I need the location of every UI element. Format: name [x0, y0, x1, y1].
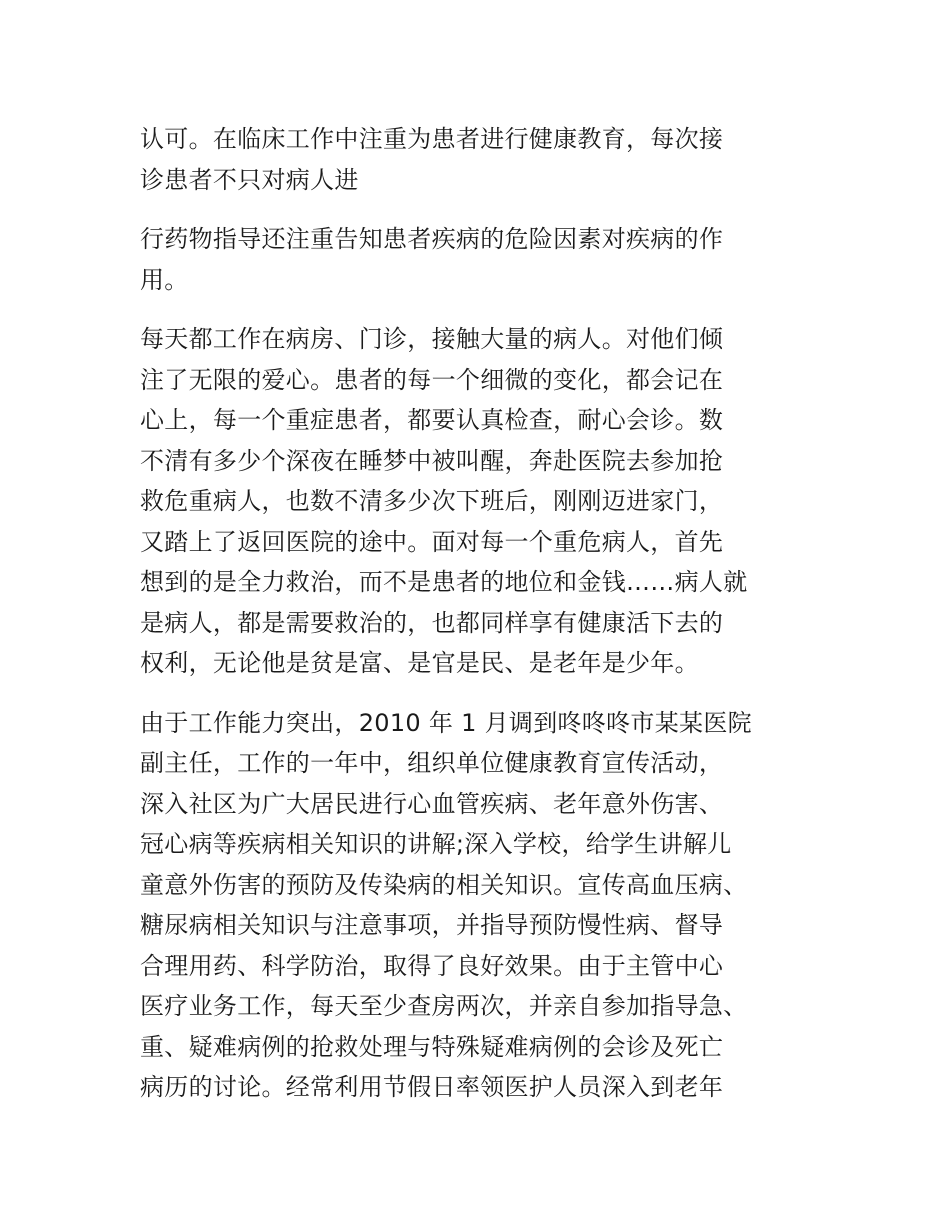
text-line: 想到的是全力救治，而不是患者的地位和金钱……病人就 — [140, 568, 748, 596]
text-line: 冠心病等疾病相关知识的讲解;深入学校，给学生讲解儿 — [140, 830, 732, 858]
text-line: 行药物指导还注重告知患者疾病的危险因素对疾病的作 — [140, 225, 724, 253]
text-line: 重、疑难病例的抢救处理与特殊疑难病例的会诊及死亡 — [140, 1032, 724, 1061]
text-line: 注了无限的爱心。患者的每一个细微的变化，都会记在 — [140, 365, 724, 394]
text-line: 糖尿病相关知识与注意事项，并指导预防慢性病、督导 — [140, 911, 724, 939]
text-line: 又踏上了返回医院的途中。面对每一个重危病人，首先 — [140, 527, 724, 556]
text-line: 权利，无论他是贫是富、是官是民、是老年是少年。 — [140, 649, 699, 677]
text-line: 是病人，都是需要救治的，也都同样享有健康活下去的 — [140, 608, 724, 637]
text-line: 用。 — [140, 265, 189, 294]
paragraph-3 — [140, 319, 812, 684]
text-line: 病历的讨论。经常利用节假日率领医护人员深入到老年 — [140, 1073, 724, 1101]
text-line: 诊患者不只对病人进 — [140, 165, 359, 194]
paragraph-2 — [140, 219, 812, 300]
text-line: 不清有多少个深夜在睡梦中被叫醒，奔赴医院去参加抢 — [140, 446, 724, 475]
paragraph-1 — [140, 119, 812, 200]
document-body — [140, 119, 812, 1127]
paragraph-4 — [140, 703, 812, 1108]
text-line: 合理用药、科学防治，取得了良好效果。由于主管中心 — [140, 951, 724, 980]
text-line: 每天都工作在病房、门诊，接触大量的病人。对他们倾 — [140, 325, 724, 353]
text-line: 认可。在临床工作中注重为患者进行健康教育，每次接 — [140, 125, 724, 153]
text-line: 副主任，工作的一年中，组织单位健康教育宣传活动， — [140, 749, 724, 777]
text-line: 深入社区为广大居民进行心血管疾病、老年意外伤害、 — [140, 789, 724, 818]
text-line: 救危重病人，也数不清多少次下班后，刚刚迈进家门， — [140, 487, 724, 515]
text-line: 心上，每一个重症患者，都要认真检查，耐心会诊。数 — [140, 406, 724, 434]
text-line: 童意外伤害的预防及传染病的相关知识。宣传高血压病、 — [140, 870, 748, 899]
text-line: 医疗业务工作，每天至少查房两次，并亲自参加指导急、 — [140, 992, 748, 1020]
text-line: 由于工作能力突出，2010 年 1 月调到咚咚咚市某某医院 — [140, 708, 752, 737]
